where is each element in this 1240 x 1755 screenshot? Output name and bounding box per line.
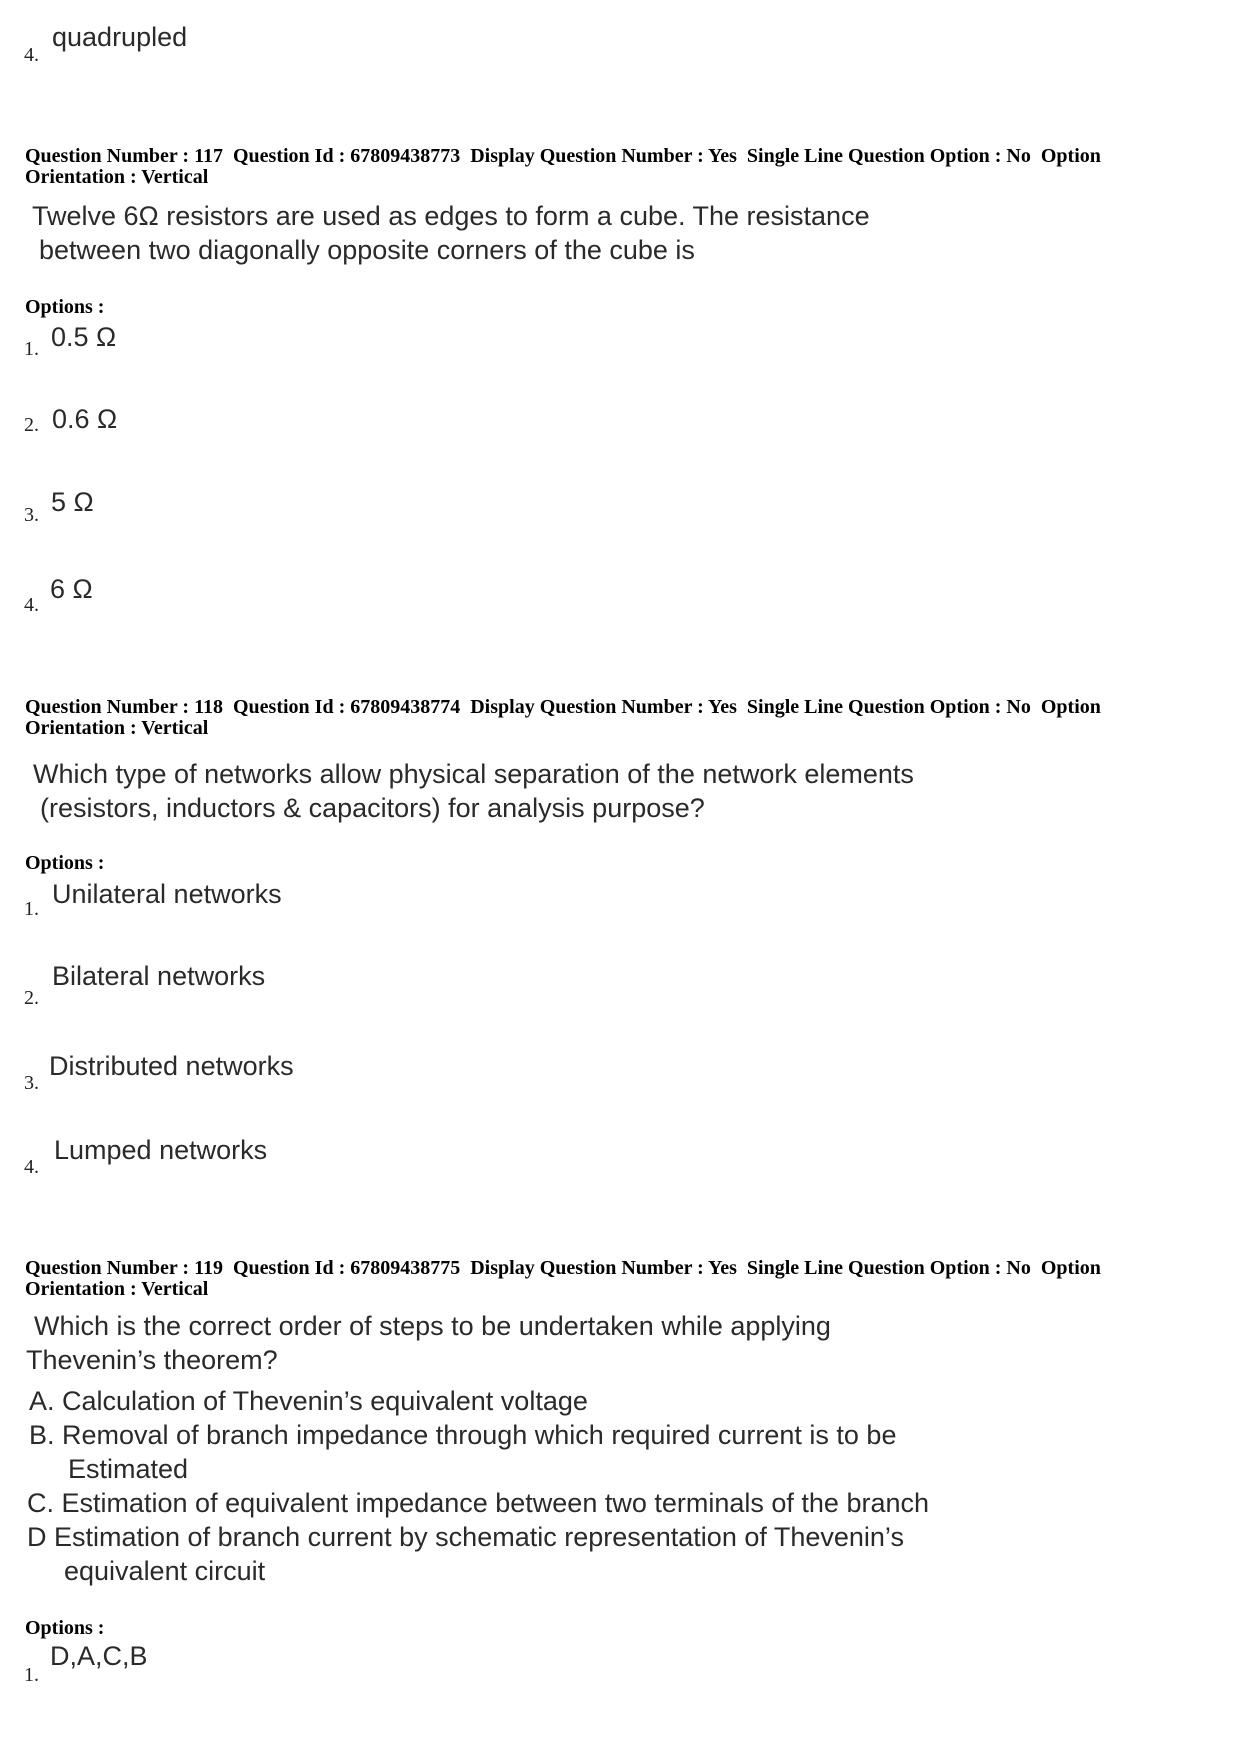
- option-2-text: Bilateral networks: [52, 961, 266, 991]
- option-4-text: Lumped networks: [54, 1135, 268, 1165]
- question-meta-line2: Orientation : Vertical: [25, 1278, 209, 1300]
- option-2-text: 0.6 Ω: [52, 404, 118, 434]
- option-2-number: 2.: [24, 414, 39, 436]
- options-label: Options :: [25, 296, 105, 318]
- options-label: Options :: [25, 852, 105, 874]
- option-2-number: 2.: [24, 987, 39, 1009]
- step-a: A. Calculation of Thevenin’s equivalent voltage: [29, 1386, 588, 1416]
- option-1-text: 0.5 Ω: [51, 322, 117, 352]
- question-stem-line1: Which type of networks allow physical separation of the network elements: [33, 759, 914, 789]
- question-stem-line2: between two diagonally opposite corners of the cube is: [39, 235, 695, 265]
- step-d-continued: equivalent circuit: [64, 1556, 266, 1586]
- question-meta: [25, 146, 1225, 188]
- option-1-text: D,A,C,B: [50, 1641, 148, 1671]
- question-meta-line1: Question Number : 118 Question Id : 67809438774 Display Question Number : Yes Single Line Question Option : No Option: [25, 696, 1101, 718]
- question-stem-line2: (resistors, inductors & capacitors) for analysis purpose?: [40, 793, 705, 823]
- option-1-number: 1.: [24, 1664, 39, 1686]
- question-stem-line2: Thevenin’s theorem?: [26, 1345, 278, 1375]
- option-4-text: 6 Ω: [50, 574, 93, 604]
- question-meta: [25, 1258, 1225, 1300]
- question-meta-line2: Orientation : Vertical: [25, 717, 209, 739]
- option-4-number: 4.: [24, 594, 39, 616]
- option-text: quadrupled: [52, 22, 188, 52]
- step-b-continued: Estimated: [68, 1454, 189, 1484]
- step-d: D Estimation of branch current by schematic representation of Thevenin’s: [27, 1522, 904, 1552]
- option-1-text: Unilateral networks: [52, 879, 282, 909]
- question-meta-line1: Question Number : 119 Question Id : 67809438775 Display Question Number : Yes Single Line Question Option : No Option: [25, 1257, 1101, 1279]
- options-label: Options :: [25, 1617, 105, 1639]
- option-number: 4.: [24, 44, 39, 66]
- option-3-text: Distributed networks: [49, 1051, 294, 1081]
- question-meta-line2: Orientation : Vertical: [25, 166, 209, 188]
- step-c: C. Estimation of equivalent impedance between two terminals of the branch: [27, 1488, 929, 1518]
- option-3-number: 3.: [24, 1072, 39, 1094]
- option-1-number: 1.: [24, 338, 39, 360]
- question-meta: [25, 697, 1225, 739]
- option-3-text: 5 Ω: [51, 487, 94, 517]
- option-1-number: 1.: [24, 898, 39, 920]
- option-3-number: 3.: [24, 504, 39, 526]
- step-b: B. Removal of branch impedance through which required current is to be: [29, 1420, 897, 1450]
- question-meta-line1: Question Number : 117 Question Id : 67809438773 Display Question Number : Yes Single Line Question Option : No Option: [25, 145, 1101, 167]
- question-stem-line1: Which is the correct order of steps to be undertaken while applying: [34, 1311, 831, 1341]
- question-stem-line1: Twelve 6Ω resistors are used as edges to form a cube. The resistance: [32, 201, 870, 231]
- option-4-number: 4.: [24, 1156, 39, 1178]
